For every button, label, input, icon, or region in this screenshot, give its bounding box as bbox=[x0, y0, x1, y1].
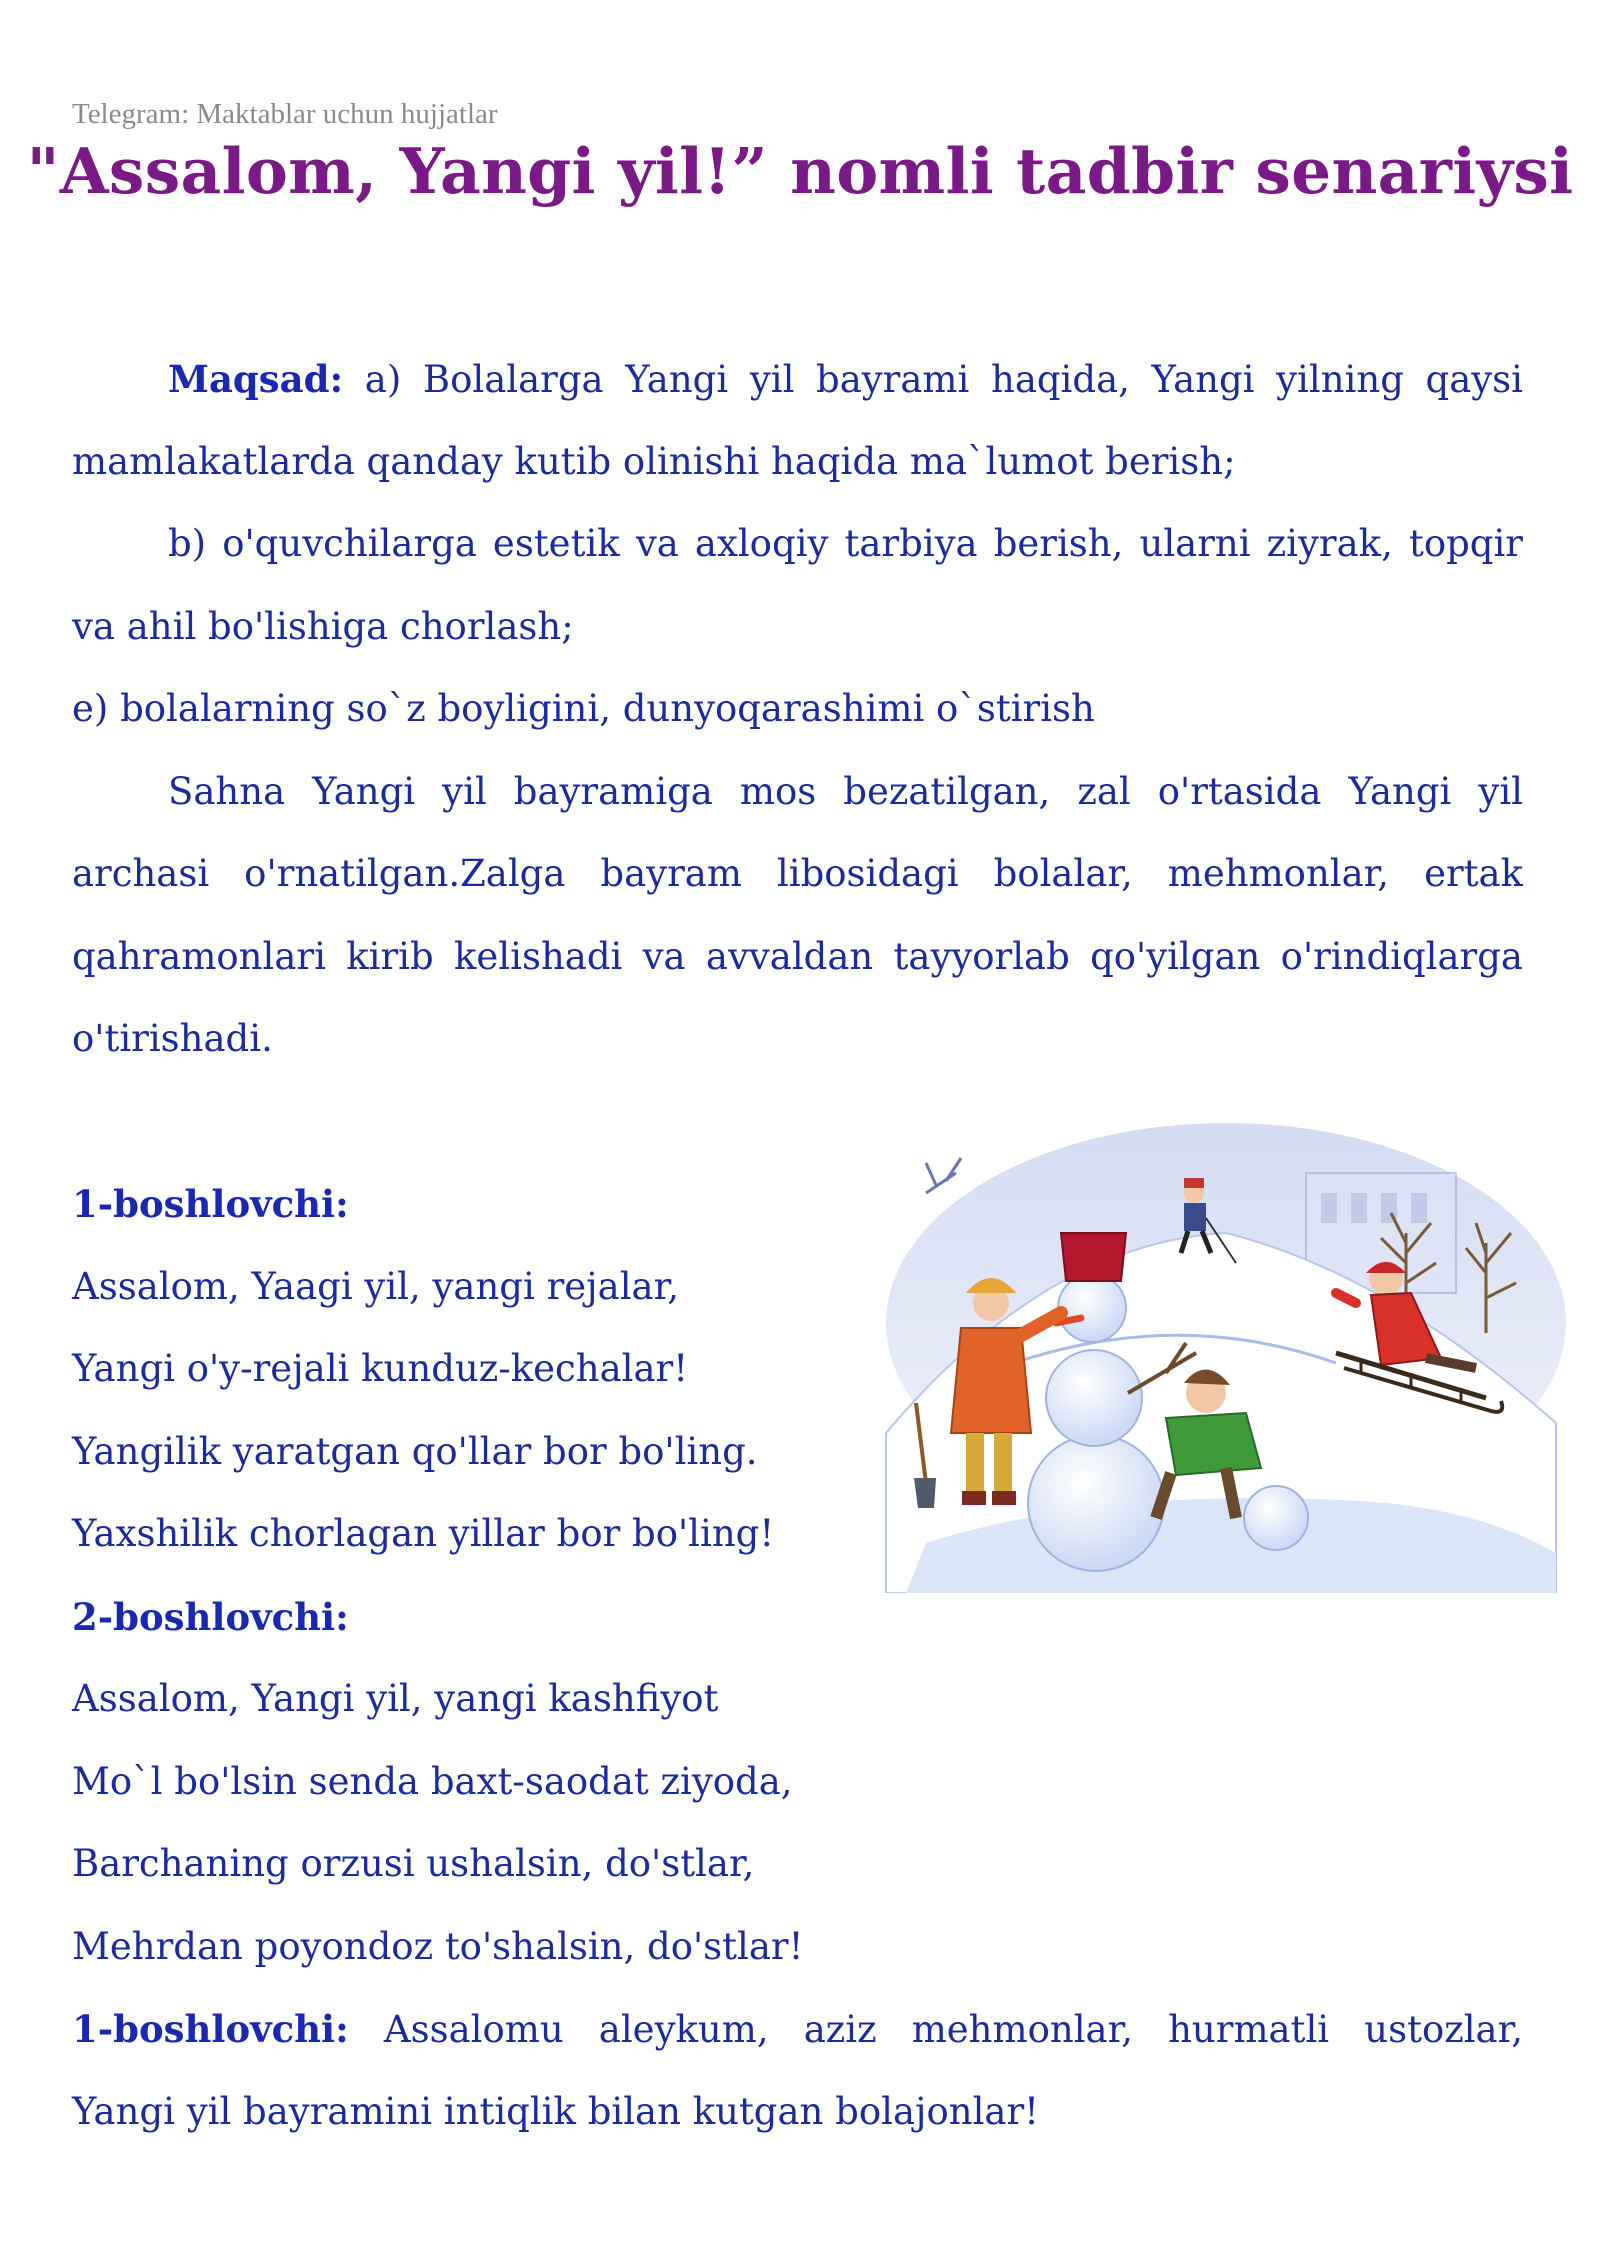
scene-line-2: archasi o'rnatilgan.Zalga bayram libosidagi bolalar, mehmonlar, ertak bbox=[72, 852, 1523, 895]
verse1-line: Yangilik yaratgan qo'llar bor bo'ling. bbox=[72, 1429, 758, 1473]
verse1-line: Yangi o'y-rejali kunduz-kechalar! bbox=[72, 1347, 689, 1390]
goal-a-text: a) Bolalarga Yangi yil bayrami haqida, Yangi yilning qaysi bbox=[343, 358, 1523, 401]
verse2-line: Mehrdan poyondoz to'shalsin, do'stlar! bbox=[72, 1924, 804, 1968]
verse2-line: Barchaning orzusi ushalsin, do'stlar, bbox=[72, 1842, 755, 1885]
scene-line-1: Sahna Yangi yil bayramiga mos bezatilgan, zal o'rtasida Yangi yil bbox=[168, 769, 1523, 813]
scene-line-4: o'tirishadi. bbox=[72, 1017, 273, 1060]
closing-line-2: Yangi yil bayramini intiqlik bilan kutgan bolajonlar! bbox=[72, 2089, 1040, 2133]
speaker-3-label: 1-boshlovchi: bbox=[72, 2007, 349, 2051]
goal-line-a-cont: mamlakatlarda qanday kutib olinishi haqida ma`lumot berish; bbox=[72, 439, 1236, 483]
goal-line-e: e) bolalarning so`z boyligini, dunyoqarashimi o`stirish bbox=[72, 687, 1095, 730]
source-note: Telegram: Maktablar uchun hujjatlar bbox=[72, 98, 498, 130]
speaker-2-label: 2-boshlovchi: bbox=[72, 1594, 349, 1639]
scene-line-3: qahramonlari kirib kelishadi va avvaldan tayyorlab qo'yilgan o'rindiqlarga bbox=[72, 934, 1523, 978]
goal-line-b-cont: va ahil bo'lishiga chorlash; bbox=[72, 604, 574, 648]
closing-line-1 bbox=[72, 1988, 1523, 2071]
goal-label: Maqsad: bbox=[168, 357, 344, 401]
winter-illustration bbox=[866, 1123, 1566, 1593]
page-title: "Assalom, Yangi yil!” nomli tadbir senariysi bbox=[26, 134, 1574, 208]
speaker-1-label: 1-boshlovchi: bbox=[72, 1182, 349, 1226]
verse1-line: Assalom, Yaagi yil, yangi rejalar, bbox=[72, 1264, 679, 1308]
goal-line-b: b) o'quvchilarga estetik va axloqiy tarbiya berish, ularni ziyrak, topqir bbox=[168, 522, 1523, 565]
goal-line-a bbox=[72, 338, 1523, 421]
verse2-line: Assalom, Yangi yil, yangi kashfiyot bbox=[72, 1677, 719, 1720]
closing-text-1: Assalomu aleykum, aziz mehmonlar, hurmatli ustozlar, bbox=[348, 2008, 1523, 2051]
verse1-line: Yaxshilik chorlagan yillar bor bo'ling! bbox=[72, 1512, 775, 1555]
verse2-line: Mo`l bo'lsin senda baxt-saodat ziyoda, bbox=[72, 1759, 793, 1803]
